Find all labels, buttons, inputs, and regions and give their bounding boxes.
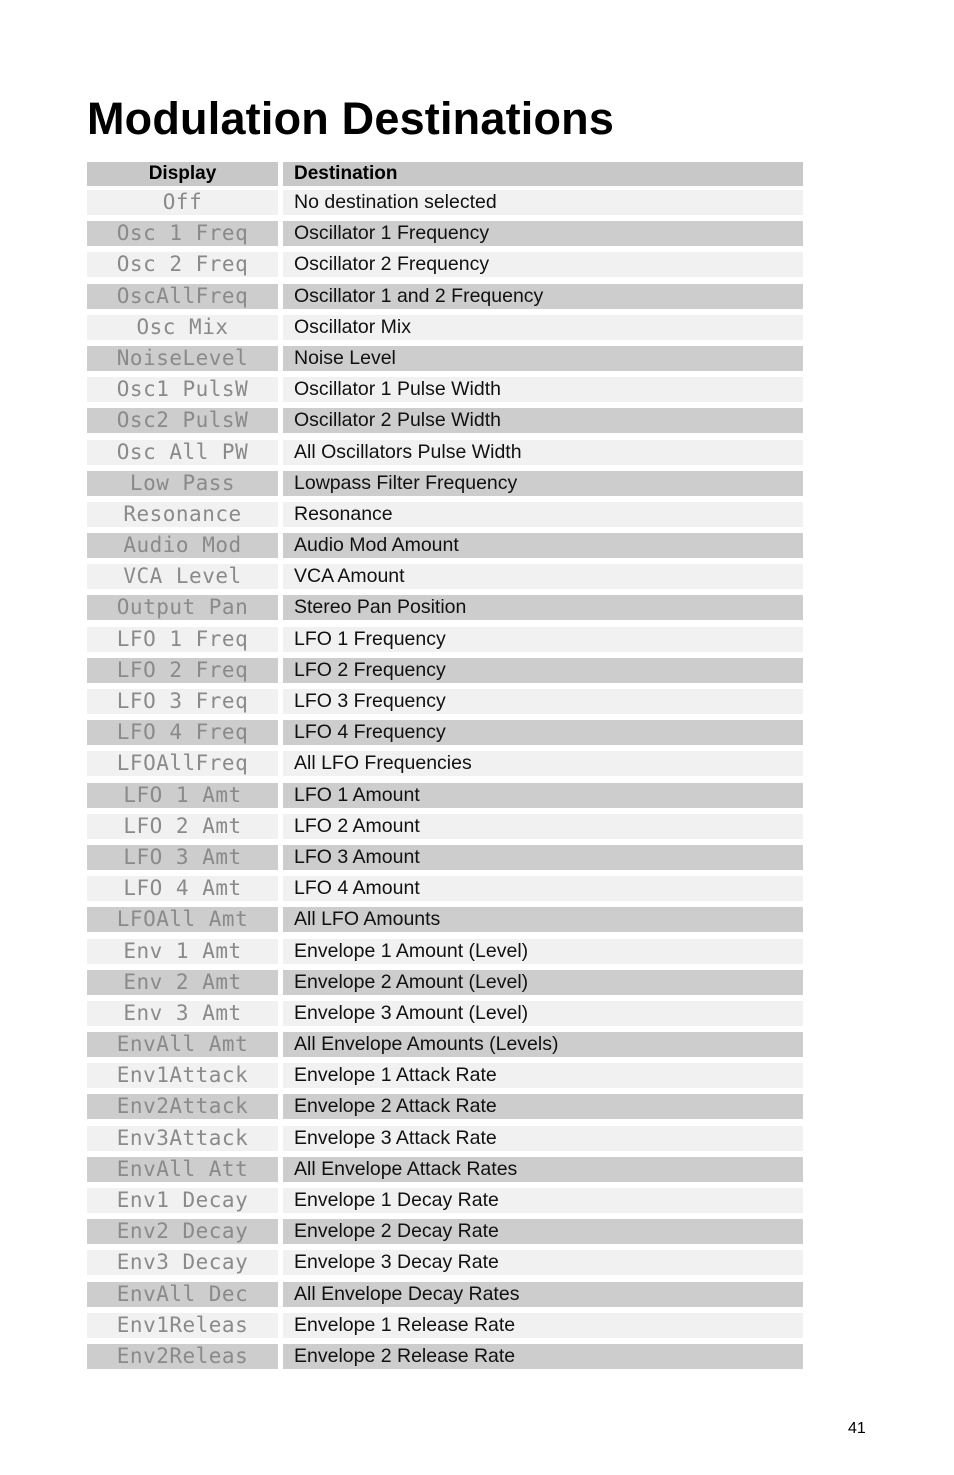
destination-cell: LFO 2 Frequency xyxy=(283,658,803,683)
display-cell: Osc 1 Freq xyxy=(87,221,278,246)
destination-cell: Envelope 2 Amount (Level) xyxy=(283,970,803,995)
table-row xyxy=(87,533,803,558)
destination-cell: VCA Amount xyxy=(283,564,803,589)
table-row xyxy=(87,1094,803,1119)
table-row xyxy=(87,751,803,776)
table-row xyxy=(87,1001,803,1026)
table-row xyxy=(87,1157,803,1182)
display-cell: Osc2 PulsW xyxy=(87,408,278,433)
table-row xyxy=(87,346,803,371)
destination-cell: All Oscillators Pulse Width xyxy=(283,440,803,465)
display-cell: LFO 4 Amt xyxy=(87,876,278,901)
destination-cell: Envelope 1 Amount (Level) xyxy=(283,939,803,964)
display-cell: Env1Releas xyxy=(87,1313,278,1338)
table-row xyxy=(87,720,803,745)
display-cell: LFO 2 Freq xyxy=(87,658,278,683)
destination-cell: All Envelope Decay Rates xyxy=(283,1282,803,1307)
display-cell: Env 1 Amt xyxy=(87,939,278,964)
display-cell: Osc1 PulsW xyxy=(87,377,278,402)
table-row xyxy=(87,190,803,215)
table-row xyxy=(87,658,803,683)
display-cell: Env2 Decay xyxy=(87,1219,278,1244)
destination-cell: Envelope 2 Attack Rate xyxy=(283,1094,803,1119)
destination-cell: Resonance xyxy=(283,502,803,527)
table-row xyxy=(87,876,803,901)
display-cell: Off xyxy=(87,190,278,215)
table-row xyxy=(87,783,803,808)
display-cell: EnvAll Amt xyxy=(87,1032,278,1057)
display-cell: LFO 3 Amt xyxy=(87,845,278,870)
table-row xyxy=(87,814,803,839)
table-row xyxy=(87,1219,803,1244)
display-cell: OscAllFreq xyxy=(87,284,278,309)
display-cell: Resonance xyxy=(87,502,278,527)
destination-cell: Audio Mod Amount xyxy=(283,533,803,558)
display-cell: Env1Attack xyxy=(87,1063,278,1088)
display-cell: Output Pan xyxy=(87,595,278,620)
display-cell: Audio Mod xyxy=(87,533,278,558)
table-row xyxy=(87,471,803,496)
display-cell: LFO 1 Freq xyxy=(87,627,278,652)
destination-cell: Oscillator Mix xyxy=(283,315,803,340)
destination-cell: LFO 3 Frequency xyxy=(283,689,803,714)
display-cell: LFOAll Amt xyxy=(87,907,278,932)
destination-cell: Envelope 1 Decay Rate xyxy=(283,1188,803,1213)
table-row xyxy=(87,1126,803,1151)
display-cell: Low Pass xyxy=(87,471,278,496)
display-cell: Env3Attack xyxy=(87,1126,278,1151)
header-destination: Destination xyxy=(283,162,803,186)
page-title: Modulation Destinations xyxy=(87,93,615,144)
display-cell: LFO 2 Amt xyxy=(87,814,278,839)
table-row xyxy=(87,1282,803,1307)
destination-cell: Lowpass Filter Frequency xyxy=(283,471,803,496)
table-row xyxy=(87,1313,803,1338)
destination-cell: All LFO Frequencies xyxy=(283,751,803,776)
page-number: 41 xyxy=(848,1420,866,1437)
table-row xyxy=(87,1188,803,1213)
table-row xyxy=(87,440,803,465)
table-row xyxy=(87,377,803,402)
destination-cell: LFO 3 Amount xyxy=(283,845,803,870)
destination-cell: Envelope 1 Attack Rate xyxy=(283,1063,803,1088)
destination-cell: Envelope 2 Decay Rate xyxy=(283,1219,803,1244)
table-header-row xyxy=(87,162,803,186)
display-cell: VCA Level xyxy=(87,564,278,589)
table-row xyxy=(87,627,803,652)
destination-cell: LFO 2 Amount xyxy=(283,814,803,839)
destination-cell: Envelope 3 Attack Rate xyxy=(283,1126,803,1151)
destination-cell: Oscillator 1 and 2 Frequency xyxy=(283,284,803,309)
destination-cell: LFO 1 Amount xyxy=(283,783,803,808)
table-row xyxy=(87,595,803,620)
display-cell: EnvAll Dec xyxy=(87,1282,278,1307)
table-row xyxy=(87,221,803,246)
destination-cell: Envelope 3 Amount (Level) xyxy=(283,1001,803,1026)
destination-cell: All LFO Amounts xyxy=(283,907,803,932)
destination-cell: Envelope 3 Decay Rate xyxy=(283,1250,803,1275)
table-row xyxy=(87,315,803,340)
display-cell: EnvAll Att xyxy=(87,1157,278,1182)
destination-cell: Oscillator 2 Frequency xyxy=(283,252,803,277)
table-row xyxy=(87,970,803,995)
header-display: Display xyxy=(87,162,278,186)
destination-cell: LFO 1 Frequency xyxy=(283,627,803,652)
table-row xyxy=(87,845,803,870)
display-cell: Env2Releas xyxy=(87,1344,278,1369)
destination-cell: Envelope 1 Release Rate xyxy=(283,1313,803,1338)
display-cell: Osc All PW xyxy=(87,440,278,465)
table-row xyxy=(87,502,803,527)
display-cell: LFO 3 Freq xyxy=(87,689,278,714)
display-cell: NoiseLevel xyxy=(87,346,278,371)
destination-cell: All Envelope Attack Rates xyxy=(283,1157,803,1182)
display-cell: Env 3 Amt xyxy=(87,1001,278,1026)
display-cell: Env 2 Amt xyxy=(87,970,278,995)
table-row xyxy=(87,1032,803,1057)
table-row xyxy=(87,1063,803,1088)
display-cell: LFO 1 Amt xyxy=(87,783,278,808)
table-row xyxy=(87,408,803,433)
table-row xyxy=(87,284,803,309)
display-cell: Osc 2 Freq xyxy=(87,252,278,277)
destination-cell: Envelope 2 Release Rate xyxy=(283,1344,803,1369)
display-cell: Osc Mix xyxy=(87,315,278,340)
destination-cell: LFO 4 Amount xyxy=(283,876,803,901)
destination-cell: Oscillator 1 Pulse Width xyxy=(283,377,803,402)
display-cell: LFO 4 Freq xyxy=(87,720,278,745)
destination-cell: All Envelope Amounts (Levels) xyxy=(283,1032,803,1057)
table-row xyxy=(87,1344,803,1369)
table-row xyxy=(87,907,803,932)
destination-cell: Noise Level xyxy=(283,346,803,371)
display-cell: Env1 Decay xyxy=(87,1188,278,1213)
destination-cell: Stereo Pan Position xyxy=(283,595,803,620)
modulation-destinations-table xyxy=(87,162,803,1375)
destination-cell: LFO 4 Frequency xyxy=(283,720,803,745)
display-cell: LFOAllFreq xyxy=(87,751,278,776)
destination-cell: No destination selected xyxy=(283,190,803,215)
table-body xyxy=(87,190,803,1369)
display-cell: Env3 Decay xyxy=(87,1250,278,1275)
table-row xyxy=(87,564,803,589)
destination-cell: Oscillator 2 Pulse Width xyxy=(283,408,803,433)
display-cell: Env2Attack xyxy=(87,1094,278,1119)
table-row xyxy=(87,689,803,714)
table-row xyxy=(87,252,803,277)
destination-cell: Oscillator 1 Frequency xyxy=(283,221,803,246)
table-row xyxy=(87,939,803,964)
table-row xyxy=(87,1250,803,1275)
